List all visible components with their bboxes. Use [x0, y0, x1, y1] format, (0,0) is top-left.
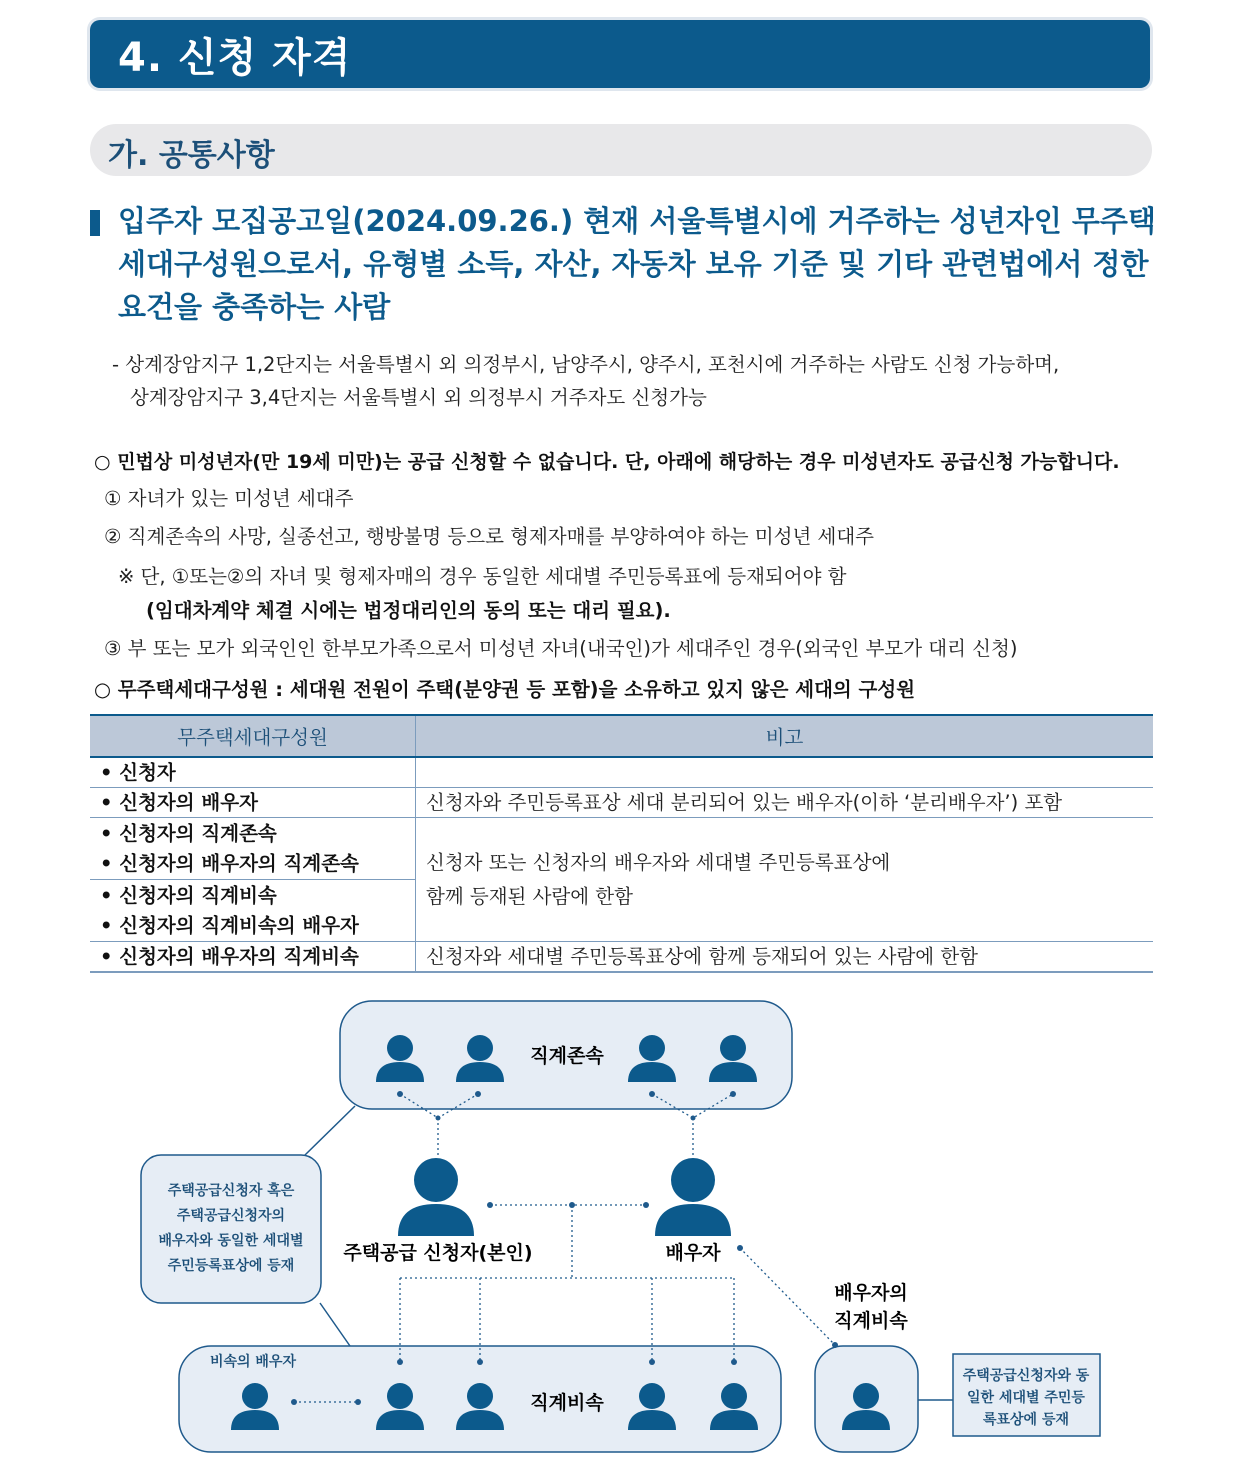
subsection-title: 가. 공통사항: [108, 138, 275, 173]
member-spouse-ascendant: • 신청자의 배우자의 직계존속: [100, 852, 359, 875]
table-row: [90, 788, 1153, 818]
ascendants-label: 직계존속: [530, 1045, 604, 1067]
right-note-line: 록표상에 등재: [982, 1412, 1070, 1428]
descendant-spouse-label: 비속의 배우자: [209, 1354, 297, 1370]
member-ascendant: • 신청자의 직계존속: [100, 822, 277, 845]
minor-remark-2: (임대차계약 체결 시에는 법정대리인의 동의 또는 대리 필요).: [146, 599, 671, 622]
note-line-2: 상계장암지구 3,4단지는 서울특별시 외 의정부시 거주자도 신청가능: [130, 386, 707, 409]
member-descendant: • 신청자의 직계비속: [100, 884, 277, 907]
minor-item-3: ③ 부 또는 모가 외국인인 한부모가족으로서 미성년 자녀(내국인)가 세대주인 경우(외국인 부모가 대리 신청): [104, 637, 1018, 660]
member-spouse-descendant: • 신청자의 배우자의 직계비속: [100, 945, 359, 968]
spouse-descendant-remark: 신청자와 세대별 주민등록표상에 함께 등재되어 있는 사람에 한함: [426, 945, 978, 968]
minor-remark-1: ※ 단, ①또는②의 자녀 및 형제자매의 경우 동일한 세대별 주민등록표에 등재되어야 함: [118, 565, 847, 588]
descendants-label: 직계비속: [530, 1392, 604, 1414]
note-line-1: - 상계장암지구 1,2단지는 서울특별시 외 의정부시, 남양주시, 양주시, 포천시에 거주하는 사람도 신청 가능하며,: [112, 353, 1060, 376]
heading-marker: [90, 210, 100, 236]
table-header-member: 무주택세대구성원: [90, 715, 416, 757]
eligibility-heading: 입주자 모집공고일(2024.09.26.) 현재 서울특별시에 거주하는 성년자인 무주택 세대구성원으로서, 유형별 소득, 자산, 자동차 보유 기준 및 기타 관련법에서 정한 요건을 충족하는 사람: [118, 204, 1156, 324]
left-note-line: 주택공급신청자 혹은: [167, 1183, 295, 1199]
lineal-remark-2: 함께 등재된 사람에 한함: [426, 884, 633, 908]
spouse-descendants-label-1: 배우자의: [834, 1282, 908, 1304]
lineal-remark-1: 신청자 또는 신청자의 배우자와 세대별 주민등록표상에: [426, 850, 891, 874]
minor-item-2: ② 직계존속의 사망, 실종선고, 행방불명 등으로 형제자매를 부양하여야 하는 미성년 세대주: [104, 525, 874, 548]
table-row: [90, 757, 1153, 788]
left-note-line: 주택공급신청자의: [176, 1208, 286, 1224]
applicant-person-icon: [398, 1158, 474, 1236]
spouse-descendants-label-2: 직계비속: [834, 1310, 908, 1332]
member-applicant: • 신청자: [100, 761, 176, 784]
left-note-box: [141, 1155, 321, 1303]
member-descendant-spouse: • 신청자의 직계비속의 배우자: [100, 914, 359, 937]
household-title: ○ 무주택세대구성원 : 세대원 전원이 주택(분양권 등 포함)을 소유하고 있지 않은 세대의 구성원: [94, 678, 916, 701]
applicant-label: 주택공급 신청자(본인): [343, 1242, 533, 1264]
left-note-line: 배우자와 동일한 세대별: [158, 1233, 304, 1249]
minor-item-1: ① 자녀가 있는 미성년 세대주: [104, 487, 354, 510]
household-diagram: [0, 990, 1241, 1483]
table-row: [90, 818, 1153, 880]
table-header-remarks: 비고: [416, 715, 1154, 757]
right-note-line: 일한 세대별 주민등: [967, 1390, 1085, 1406]
spouse-remark: 신청자와 주민등록표상 세대 분리되어 있는 배우자(이하 ‘분리배우자’) 포함: [426, 791, 1063, 814]
minor-title: ○ 민법상 미성년자(만 19세 미만)는 공급 신청할 수 없습니다. 단, 아래에 해당하는 경우 미성년자도 공급신청 가능합니다.: [94, 451, 1120, 473]
spouse-person-icon: [655, 1158, 731, 1236]
spouse-label: 배우자: [665, 1242, 721, 1264]
member-spouse: • 신청자의 배우자: [100, 791, 258, 814]
section-title: 4. 신청 자격: [118, 35, 352, 81]
table-row: [90, 942, 1153, 973]
left-note-line: 주민등록표상에 등재: [167, 1258, 295, 1274]
right-note-line: 주택공급신청자와 동: [962, 1368, 1090, 1384]
household-member-table: [90, 714, 1153, 973]
